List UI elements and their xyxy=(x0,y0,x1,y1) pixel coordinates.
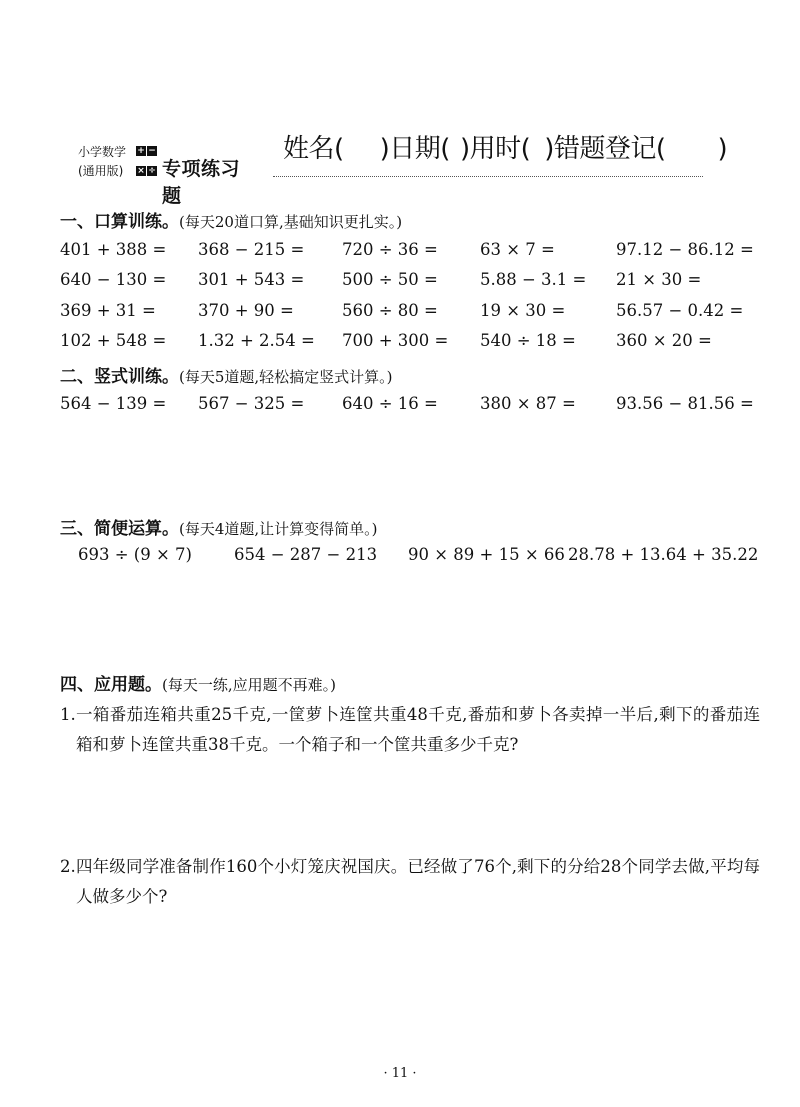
oral-problem: 102 + 548 = xyxy=(60,331,167,350)
problem-number: 1. xyxy=(60,705,76,724)
oral-problem: 540 ÷ 18 = xyxy=(480,331,576,350)
simplify-problem: 28.78 + 13.64 + 35.22 xyxy=(568,545,759,564)
oral-row xyxy=(60,270,760,294)
problem-text: 四年级同学准备制作160个小灯笼庆祝国庆。已经做了76个,剩下的分给28个同学去做,平均每人做多少个? xyxy=(76,857,760,906)
brand-edition: (通用版) xyxy=(78,164,124,178)
date-label: )日期( xyxy=(379,134,450,164)
section-heading: 四、应用题。 xyxy=(60,675,162,695)
simplify-problem: 654 − 287 − 213 xyxy=(234,545,378,564)
close-paren: ) xyxy=(717,134,728,164)
operator-icons xyxy=(136,144,158,182)
oral-row xyxy=(60,301,760,325)
oral-row xyxy=(60,240,760,264)
oral-problem: 63 × 7 = xyxy=(480,240,555,259)
section-note: (每天5道题,轻松搞定竖式计算。) xyxy=(179,368,393,386)
oral-row xyxy=(60,331,760,355)
student-info-line xyxy=(283,128,727,165)
section-word-problems xyxy=(60,670,336,695)
oral-problem: 560 ÷ 80 = xyxy=(342,301,438,320)
brand-logo xyxy=(78,142,248,207)
divide-icon: ÷ xyxy=(148,166,156,176)
oral-problem: 56.57 − 0.42 = xyxy=(616,301,744,320)
name-label: 姓名( xyxy=(283,134,344,164)
brand-subject: 小学数学 xyxy=(78,145,127,159)
section-note: (每天一练,应用题不再难。) xyxy=(162,676,336,694)
header-dotted-rule xyxy=(273,176,703,177)
page-number: · 11 · xyxy=(383,1066,417,1081)
oral-problem: 720 ÷ 36 = xyxy=(342,240,438,259)
oral-problem: 5.88 − 3.1 = xyxy=(480,270,587,289)
simplify-problem: 90 × 89 + 15 × 66 xyxy=(408,545,565,564)
oral-problem: 401 + 388 = xyxy=(60,240,167,259)
times-icon: × xyxy=(137,166,145,176)
oral-problem: 500 ÷ 50 = xyxy=(342,270,438,289)
oral-problem: 97.12 − 86.12 = xyxy=(616,240,754,259)
vertical-problem: 380 × 87 = xyxy=(480,394,576,413)
section-note: (每天20道口算,基础知识更扎实。) xyxy=(179,213,403,231)
vertical-problem: 640 ÷ 16 = xyxy=(342,394,438,413)
oral-problem: 369 + 31 = xyxy=(60,301,156,320)
simplify-row xyxy=(78,545,758,569)
oral-problem: 700 + 300 = xyxy=(342,331,449,350)
vertical-row xyxy=(60,394,760,418)
section-oral xyxy=(60,207,402,232)
oral-problem: 368 − 215 = xyxy=(198,240,305,259)
plus-icon: + xyxy=(137,146,145,156)
oral-problem: 21 × 30 = xyxy=(616,270,702,289)
time-label: )用时( xyxy=(459,134,531,164)
oral-problem: 19 × 30 = xyxy=(480,301,566,320)
word-problem xyxy=(60,700,760,760)
section-heading: 一、口算训练。 xyxy=(60,212,179,232)
oral-problem: 1.32 + 2.54 = xyxy=(198,331,315,350)
simplify-problem: 693 ÷ (9 × 7) xyxy=(78,545,192,564)
brand-title: 专项练习题 xyxy=(162,158,241,207)
oral-problem: 360 × 20 = xyxy=(616,331,712,350)
error-label: )错题登记( xyxy=(544,134,666,164)
vertical-problem: 93.56 − 81.56 = xyxy=(616,394,754,413)
section-vertical xyxy=(60,362,393,387)
oral-problem: 301 + 543 = xyxy=(198,270,305,289)
problem-text: 一箱番茄连箱共重25千克,一筐萝卜连筐共重48千克,番茄和萝卜各卖掉一半后,剩下的番茄连箱和萝卜连筐共重38千克。一个箱子和一个筐共重多少千克? xyxy=(76,705,760,754)
problem-number: 2. xyxy=(60,857,76,876)
section-simplify xyxy=(60,514,378,539)
word-problem xyxy=(60,852,760,912)
worksheet-header xyxy=(78,128,728,207)
section-heading: 三、简便运算。 xyxy=(60,519,179,539)
section-heading: 二、竖式训练。 xyxy=(60,367,179,387)
section-note: (每天4道题,让计算变得简单。) xyxy=(179,520,378,538)
vertical-problem: 564 − 139 = xyxy=(60,394,167,413)
minus-icon: − xyxy=(148,146,156,156)
oral-problem: 370 + 90 = xyxy=(198,301,294,320)
oral-problem: 640 − 130 = xyxy=(60,270,167,289)
vertical-problem: 567 − 325 = xyxy=(198,394,305,413)
